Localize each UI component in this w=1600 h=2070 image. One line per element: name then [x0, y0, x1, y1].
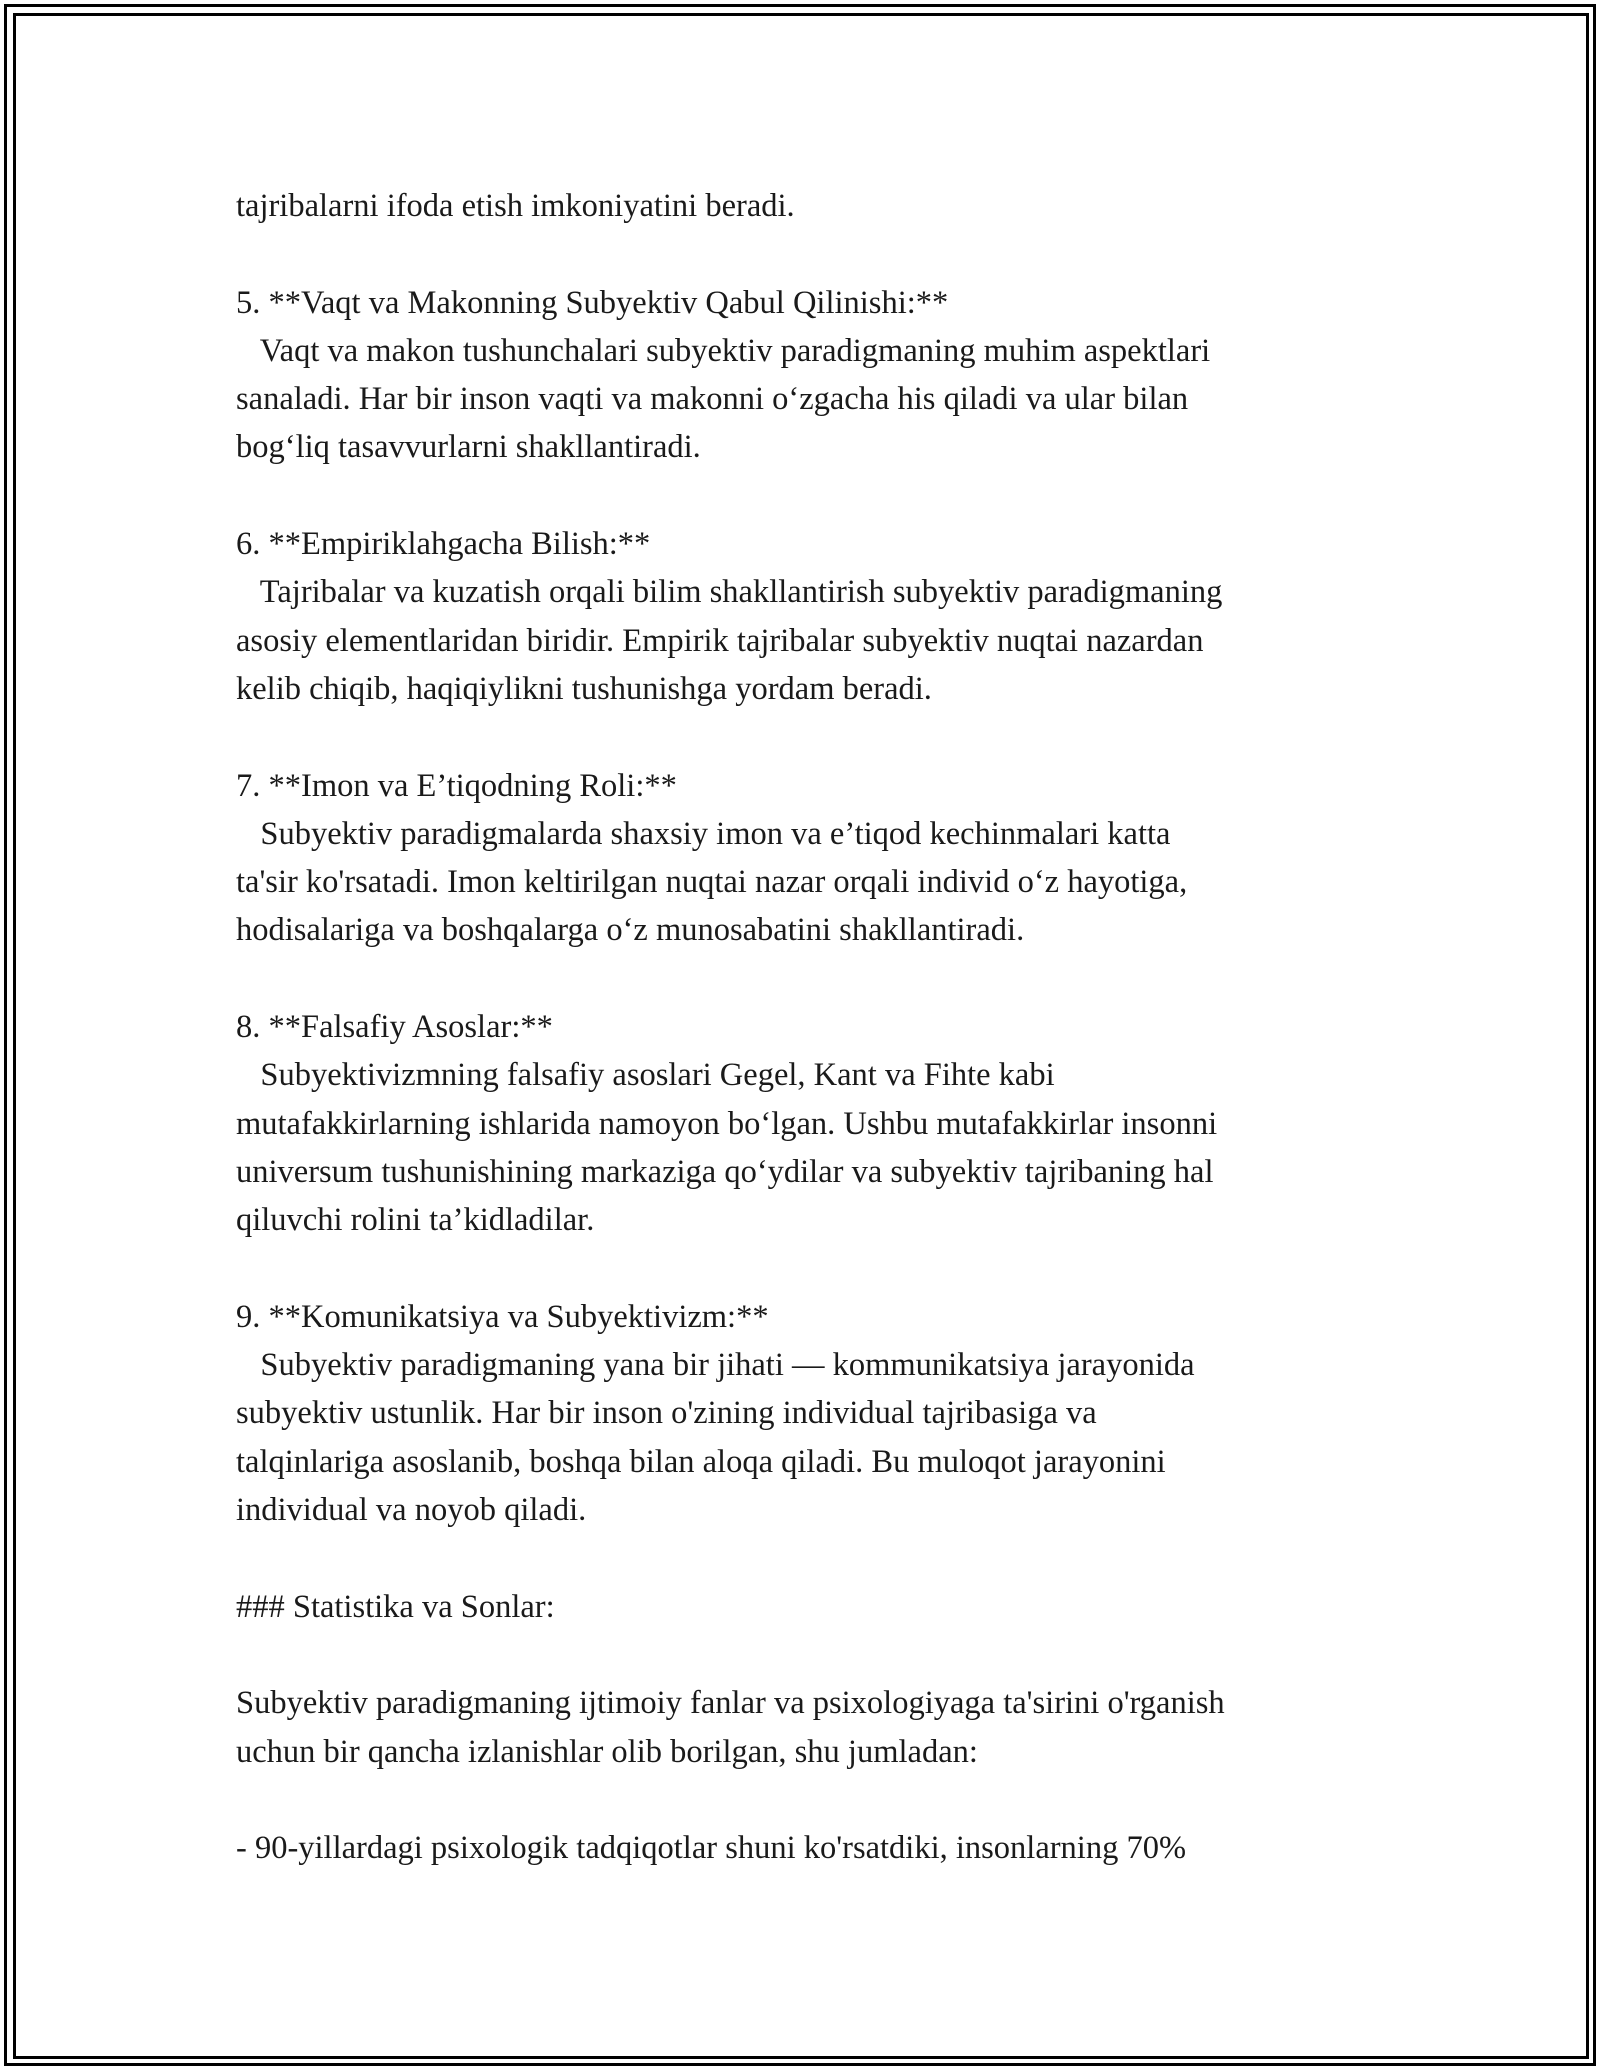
paragraph-line: qiluvchi rolini ta’kidladilar. [236, 1202, 595, 1239]
paragraph-line: Subyektiv paradigmalarda shaxsiy imon va e’tiqod kechinmalari katta [236, 815, 1171, 852]
section-8 [236, 1003, 1416, 1244]
paragraph-line: talqinlariga asoslanib, boshqa bilan aloqa qiladi. Bu muloqot jarayonini [236, 1443, 1166, 1480]
spacer [236, 713, 1416, 761]
bullet-item: - 90-yillardagi psixologik tadqiqotlar shuni ko'rsatdiki, insonlarning 70% [236, 1830, 1187, 1867]
section-heading: 6. **Empiriklahgacha Bilish:** [236, 526, 651, 563]
spacer [236, 955, 1416, 1003]
document-body [236, 182, 1416, 1872]
paragraph-line: Subyektiv paradigmaning yana bir jihati — kommunikatsiya jarayonida [236, 1347, 1195, 1384]
paragraph-line: ta'sir ko'rsatadi. Imon keltirilgan nuqtai nazar orqali individ o‘z hayotiga, [236, 864, 1188, 901]
section-9 [236, 1293, 1416, 1534]
section-heading: 8. **Falsafiy Asoslar:** [236, 1009, 553, 1046]
paragraph-line: Vaqt va makon tushunchalari subyektiv paradigmaning muhim aspektlari [236, 332, 1211, 369]
paragraph-line: bog‘liq tasavvurlarni shakllantiradi. [236, 429, 701, 466]
spacer [236, 1534, 1416, 1582]
paragraph-line: Subyektivizmning falsafiy asoslari Gegel, Kant va Fihte kabi [236, 1057, 1055, 1094]
section-7 [236, 762, 1416, 955]
section-heading: 7. **Imon va E’tiqodning Roli:** [236, 767, 677, 804]
paragraph-line: mutafakkirlarning ishlarida namoyon bo‘lgan. Ushbu mutafakkirlar insonni [236, 1105, 1218, 1142]
section-5 [236, 279, 1416, 472]
paragraph-line: Tajribalar va kuzatish orqali bilim shakllantirish subyektiv paradigmaning [236, 574, 1223, 611]
paragraph-line: subyektiv ustunlik. Har bir inson o'zining individual tajribasiga va [236, 1395, 1097, 1432]
stats-intro [236, 1679, 1416, 1776]
paragraph-line: tajribalarni ifoda etish imkoniyatini beradi. [236, 188, 795, 224]
section-6 [236, 520, 1416, 713]
spacer [236, 1631, 1416, 1679]
spacer [236, 1245, 1416, 1293]
paragraph-line: individual va noyob qiladi. [236, 1492, 587, 1529]
paragraph-line: kelib chiqib, haqiqiylikni tushunishga yordam beradi. [236, 670, 932, 707]
stats-heading: ### Statistika va Sonlar: [236, 1588, 555, 1625]
paragraph-line: Subyektiv paradigmaning ijtimoiy fanlar va psixologiyaga ta'sirini o'rganish [236, 1685, 1225, 1722]
spacer [236, 472, 1416, 520]
paragraph-line: sanaladi. Har bir inson vaqti va makonni o‘zgacha his qiladi va ular bilan [236, 381, 1189, 418]
paragraph-line: asosiy elementlaridan biridir. Empirik tajribalar subyektiv nuqtai nazardan [236, 622, 1204, 659]
section-heading: 5. **Vaqt va Makonning Subyektiv Qabul Qilinishi:** [236, 284, 949, 321]
paragraph-line: universum tushunishining markaziga qo‘ydilar va subyektiv tajribaning hal [236, 1153, 1214, 1190]
spacer [236, 1776, 1416, 1824]
paragraph-line: uchun bir qancha izlanishlar olib borilgan, shu jumladan: [236, 1733, 978, 1770]
section-heading: 9. **Komunikatsiya va Subyektivizm:** [236, 1298, 769, 1335]
paragraph-line: hodisalariga va boshqalarga o‘z munosabatini shakllantiradi. [236, 912, 1025, 949]
spacer [236, 230, 1416, 278]
